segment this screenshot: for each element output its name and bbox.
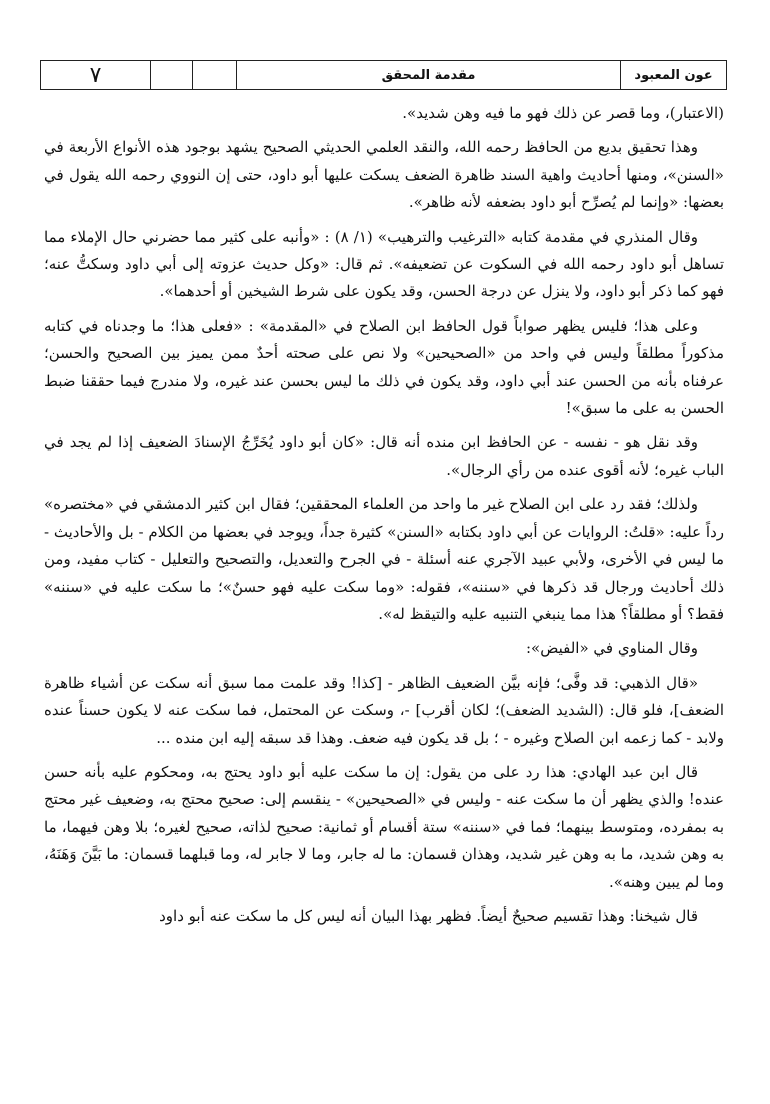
section-title: مقدمة المحقق xyxy=(236,61,620,89)
page-header xyxy=(40,60,727,90)
paragraph: ولذلك؛ فقد رد على ابن الصلاح غير ما واحد من العلماء المحققين؛ فقال ابن كثير الدمشقي في «مختصره» رداً عليه: «قلتُ: الروايات عن أبي داود بكتابه «السنن» كثيرة جداً، ويوجد في بعضها من الكلام - بل والأحاديث - ما ليس في الأخرى، ولأبي عبيد الآجري عنه أسئلة - في الجرح والتعديل، والتصحيح والتعليل - كتاب مفيد، ومن ذلك أحاديث ورجال قد ذكرها في «سننه»، فقوله: «وما سكت عليه فهو حسنٌ»؛ ما سكت عليه في «سننه» فقط؟ أو مطلقاً؟ هذا مما ينبغي التنبيه عليه والتيقظ له». xyxy=(44,495,724,623)
quote-paragraph: «قال الذهبي: قد وفَّى؛ فإنه بيَّن الضعيف الظاهر - [كذا! وقد علمت مما سبق أنه سكت عن أشياء ظاهرة الضعف]، فلو قال: (الشديد الضعف)؛ لكان أقرب] -، وسكت عن المحتمل، فما سكت عنه لا يكون حسناً عنده ولابد - كما زعمه ابن الصلاح وغيره - ؛ بل قد يكون فيه ضعف. وهذا قد سبقه إليه ابن منده ... xyxy=(44,673,724,747)
quote-paragraph: قال ابن عبد الهادي: هذا رد على من يقول: إن ما سكت عليه أبو داود يحتج به، ومحكوم عليه بأنه حسن عنده! والذي يظهر أن ما سكت عنه - وليس في «الصحيحين» - ينقسم إلى: صحيح محتج به، وضعيف غير محتج به بمفرده، ومتوسط بينهما؛ فما في «سننه» ستة أقسام أو ثمانية: صحيح لذاته، صحيح لغيره؛ بلا وهن فيهما، ما به وهن شديد، ما به وهن غير شديد، وهذان قسمان: ما له جابر، وما لا جابر له، وما قبلهما قسمان: ما بَيَّنَ وَهَنَهُ، وما لم يبين وهنه». xyxy=(44,762,724,891)
paragraph: وقد نقل هو - نفسه - عن الحافظ ابن منده أنه قال: «كان أبو داود يُخَرِّجُ الإسنادَ الضعيف إذا لم يجد في الباب غيره؛ لأنه أقوى عنده من رأي الرجال». xyxy=(44,433,724,479)
paragraph: وقال المناوي في «الفيض»: xyxy=(526,639,698,658)
page-number: ٧ xyxy=(89,62,102,88)
header-empty-cell xyxy=(150,61,192,89)
paragraph: (الاعتبار)، وما قصر عن ذلك فهو ما فيه وهن شديد». xyxy=(402,104,724,122)
header-empty-cell xyxy=(192,61,236,89)
paragraph: وقال المنذري في مقدمة كتابه «الترغيب والترهيب» (١/ ٨) : «وأنبه على كثير مما حضرني حال الإملاء مما تساهل أبو داود رحمه الله في السكوت عن تضعيفه». ثم قال: «وكل حديث عزوته إلى أبي داود وسكتُّ عنه؛ فهو كما ذكر أبو داود، ولا ينزل عن درجة الحسن، وقد يكون على شرط الشيخين أو أحدهما». xyxy=(44,227,724,301)
paragraph: وعلى هذا؛ فليس يظهر صواباً قول الحافظ ابن الصلاح في «المقدمة» : «فعلى هذا؛ ما وجدناه في كتابه مذكوراً مطلقاً وليس في واحد من «الصحيحين» ولا نص على صحته أحدٌ ممن يميز بين الصحيح والحسن؛ عرفناه بأنه من الحسن عند أبي داود، وقد يكون في ذلك ما ليس بحسن عند غيره، ولا مندرج فيما حققنا ضبط الحسن به على ما سبق»! xyxy=(44,316,724,418)
book-title: عون المعبود xyxy=(620,61,726,89)
paragraph: وهذا تحقيق بديع من الحافظ رحمه الله، والنقد العلمي الحديثي الصحيح يشهد بوجود هذه الأنواع الأربعة في «السنن»، ومنها أحاديث واهية السند ظاهرة الضعف يسكت عليها أبو داود، حتى إن النووي رحمه الله يقول في بعضها: «وإنما لم يُصرِّح أبو داود بضعفه لأنه ظاهر». xyxy=(44,138,724,212)
body-text xyxy=(44,100,724,937)
paragraph: قال شيخنا: وهذا تقسيم صحيحٌ أيضاً. فظهر بهذا البيان أنه ليس كل ما سكت عنه أبو داود xyxy=(159,906,698,925)
